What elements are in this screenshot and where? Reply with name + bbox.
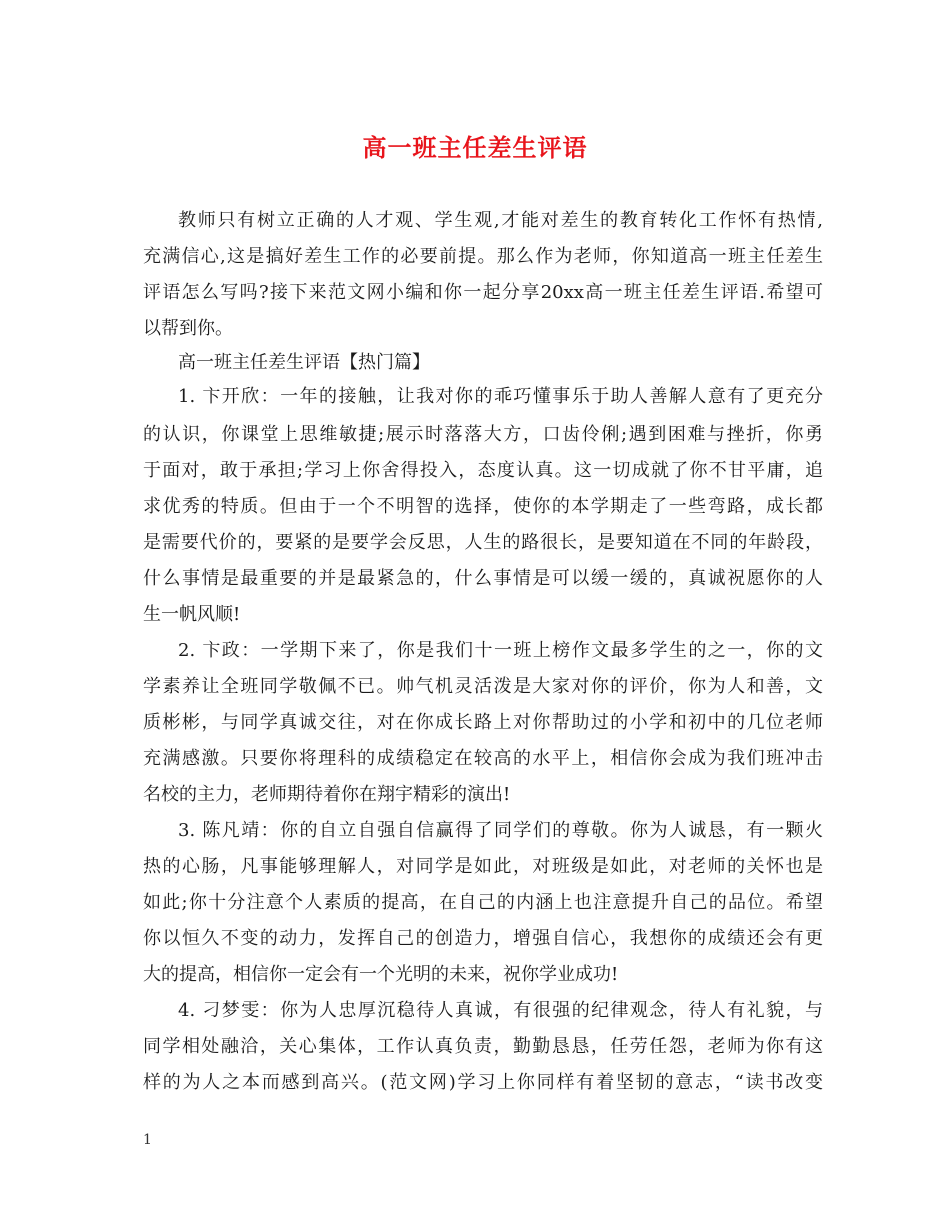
paragraph-line: 求优秀的特质。但由于一个不明智的选择，使你的本学期走了一些弯路，成长都 bbox=[143, 496, 823, 517]
paragraph-line: 的认识，你课堂上思维敏捷;展示时落落大方，口齿伶俐;遇到困难与挫折，你勇 bbox=[143, 424, 823, 445]
paragraph-line: 什么事情是最重要的并是最紧急的，什么事情是可以缓一缓的，真诚祝愿你的人 bbox=[143, 568, 823, 589]
paragraph-line: 学素养让全班同学敬佩不已。帅气机灵活泼是大家对你的评价，你为人和善，文 bbox=[143, 676, 823, 697]
paragraph-line: 是需要代价的，要紧的是要学会反思，人生的路很长，是要知道在不同的年龄段， bbox=[143, 532, 823, 553]
paragraph-line: 评语怎么写吗?接下来范文网小编和你一起分享20xx高一班主任差生评语.希望可 bbox=[143, 282, 823, 303]
paragraph-line: 2. 卞政：一学期下来了，你是我们十一班上榜作文最多学生的之一，你的文 bbox=[178, 640, 823, 661]
paragraph-line: 充满信心,这是搞好差生工作的必要前提。那么作为老师，你知道高一班主任差生 bbox=[143, 246, 823, 267]
paragraph-line: 同学相处融洽，关心集体，工作认真负责，勤勤恳恳，任劳任怨，老师为你有这 bbox=[143, 1036, 823, 1057]
paragraph-line: 如此;你十分注意个人素质的提高，在自己的内涵上也注意提升自己的品位。希望 bbox=[143, 892, 823, 913]
paragraph-line: 以帮到你。 bbox=[143, 318, 233, 339]
paragraph-line: 你以恒久不变的动力，发挥自己的创造力，增强自信心，我想你的成绩还会有更 bbox=[143, 928, 823, 949]
paragraph-line: 3. 陈凡靖：你的自立自强自信赢得了同学们的尊敬。你为人诚恳，有一颗火 bbox=[178, 820, 823, 841]
paragraph-line: 教师只有树立正确的人才观、学生观,才能对差生的教育转化工作怀有热情, bbox=[178, 210, 823, 231]
paragraph-line: 质彬彬，与同学真诚交往，对在你成长路上对你帮助过的小学和初中的几位老师 bbox=[143, 712, 823, 733]
paragraph-line: 4. 刁梦雯：你为人忠厚沉稳待人真诚，有很强的纪律观念，待人有礼貌，与 bbox=[178, 1000, 823, 1021]
paragraph-line: 名校的主力，老师期待着你在翔宇精彩的演出! bbox=[143, 784, 511, 805]
document-title: 高一班主任差生评语 bbox=[362, 133, 588, 162]
paragraph-line: 1. 卞开欣：一年的接触，让我对你的乖巧懂事乐于助人善解人意有了更充分 bbox=[178, 386, 823, 407]
paragraph-line: 热的心肠，凡事能够理解人，对同学是如此，对班级是如此，对老师的关怀也是 bbox=[143, 856, 823, 877]
section-heading: 高一班主任差生评语【热门篇】 bbox=[178, 352, 430, 373]
paragraph-line: 充满感激。只要你将理科的成绩稳定在较高的水平上，相信你会成为我们班冲击 bbox=[143, 748, 823, 769]
paragraph-line: 生一帆风顺! bbox=[143, 604, 241, 625]
paragraph-line: 样的为人之本而感到高兴。(范文网)学习上你同样有着坚韧的意志，“读书改变 bbox=[143, 1072, 823, 1093]
paragraph-line: 大的提高，相信你一定会有一个光明的未来，祝你学业成功! bbox=[143, 964, 619, 985]
page-number: 1 bbox=[143, 1132, 152, 1148]
paragraph-line: 于面对，敢于承担;学习上你舍得投入，态度认真。这一切成就了你不甘平庸，追 bbox=[143, 460, 823, 481]
